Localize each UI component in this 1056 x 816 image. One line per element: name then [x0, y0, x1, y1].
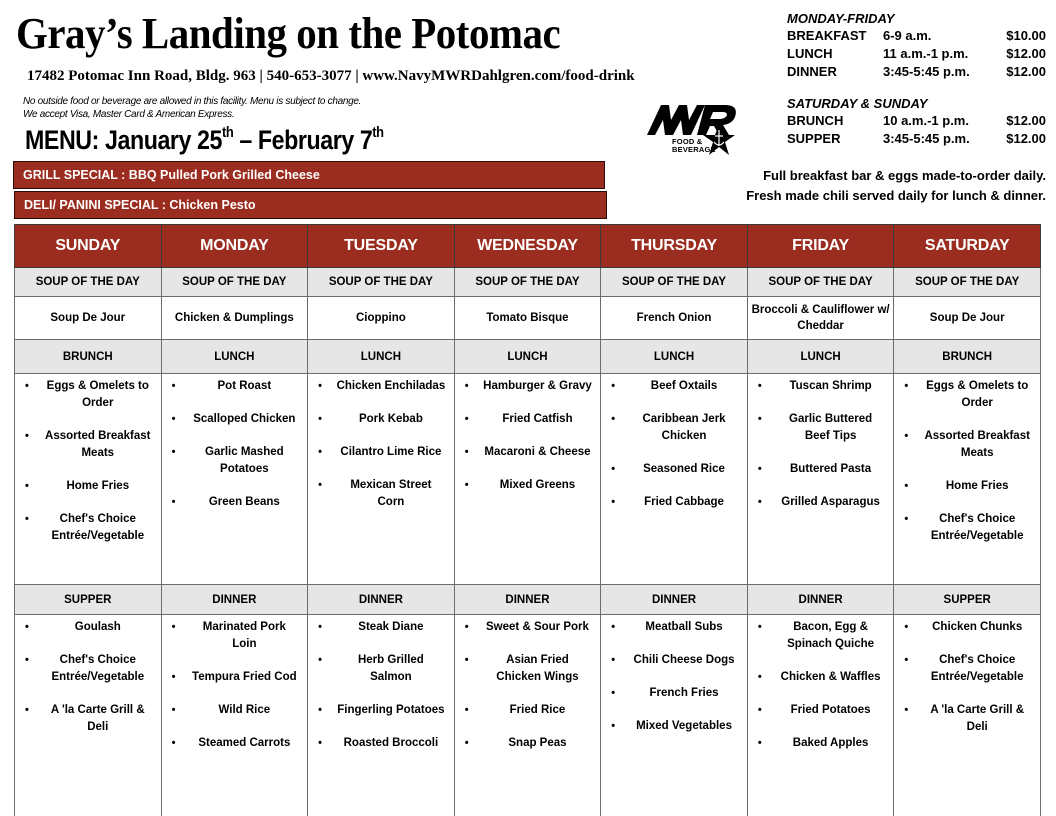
- soup-label: SOUP OF THE DAY: [161, 268, 308, 297]
- meal-time: 3:45-5:45 p.m.: [883, 64, 970, 79]
- menu-item: • Wild Rice: [172, 702, 300, 719]
- soup-item: Soup De Jour: [894, 297, 1041, 340]
- menu-item: • Grilled Asparagus: [758, 494, 886, 511]
- weekly-menu-table: [14, 224, 1041, 816]
- menu-item: • Marinated Pork Loin: [172, 619, 300, 653]
- day-header: MONDAY: [161, 225, 308, 268]
- menu-item: • Seasoned Rice: [611, 461, 739, 478]
- meal-items-cell: [308, 374, 455, 585]
- menu-item: • Chicken & Waffles: [758, 669, 886, 686]
- soup-label: SOUP OF THE DAY: [894, 268, 1041, 297]
- menu-item: • Assorted Breakfast Meats: [904, 428, 1032, 462]
- menu-item: • Green Beans: [172, 494, 300, 511]
- logo-text-line: FOOD &: [672, 137, 703, 146]
- meal-items-cell: [308, 615, 455, 816]
- meal1-items-row: [15, 374, 1041, 585]
- meal-items-cell: [15, 374, 162, 585]
- soup-item: Soup De Jour: [15, 297, 162, 340]
- meal-label: SUPPER: [15, 585, 162, 615]
- meal-items-cell: [601, 374, 748, 585]
- menu-item: • Garlic Mashed Potatoes: [172, 444, 300, 478]
- hours-row: [787, 27, 1052, 45]
- menu-item: • Assorted Breakfast Meats: [25, 428, 153, 462]
- meal-items-cell: [894, 615, 1041, 816]
- menu-item: • Garlic Buttered Beef Tips: [758, 411, 886, 445]
- notice-line-1: No outside food or beverage are allowed in this facility. Menu is subject to change.: [23, 96, 362, 107]
- meal-name: BRUNCH: [787, 113, 844, 128]
- meal-label: LUNCH: [747, 340, 894, 374]
- meal-items-list: [465, 619, 593, 752]
- hours-panel: [787, 10, 1052, 148]
- meal-time: 10 a.m.-1 p.m.: [883, 113, 969, 128]
- menu-item: • Mixed Vegetables: [611, 718, 739, 735]
- menu-item: • Eggs & Omelets to Order: [904, 378, 1032, 412]
- menu-item: • Macaroni & Cheese: [465, 444, 593, 461]
- soup-row: [15, 297, 1041, 340]
- restaurant-title: Gray’s Landing on the Potomac: [16, 9, 561, 58]
- menu-item: • Caribbean Jerk Chicken: [611, 411, 739, 445]
- menu-item: • Eggs & Omelets to Order: [25, 378, 153, 412]
- meal-items-cell: [747, 374, 894, 585]
- logo-text: [672, 138, 716, 154]
- soup-item: Chicken & Dumplings: [161, 297, 308, 340]
- day-header: WEDNESDAY: [454, 225, 601, 268]
- meal-items-list: [758, 619, 886, 752]
- meal-label: DINNER: [747, 585, 894, 615]
- menu-item: • Baked Apples: [758, 735, 886, 752]
- meal-items-list: [25, 378, 153, 545]
- menu-item: • Pork Kebab: [318, 411, 446, 428]
- day-header-row: [15, 225, 1041, 268]
- meal-name: DINNER: [787, 64, 837, 79]
- logo-text-line: BEVERAGE: [672, 145, 716, 154]
- menu-item: • Hamburger & Gravy: [465, 378, 593, 395]
- soup-label: SOUP OF THE DAY: [454, 268, 601, 297]
- meal-time: 3:45-5:45 p.m.: [883, 131, 970, 146]
- soup-item: Tomato Bisque: [454, 297, 601, 340]
- menu-item: • Sweet & Sour Pork: [465, 619, 593, 636]
- meal-price: $12.00: [1006, 113, 1046, 128]
- meal-label: SUPPER: [894, 585, 1041, 615]
- meal-label: LUNCH: [601, 340, 748, 374]
- meal-label: DINNER: [161, 585, 308, 615]
- hours-row: [787, 112, 1052, 130]
- menu-item: • Mixed Greens: [465, 477, 593, 494]
- info-notes: [746, 166, 1046, 206]
- weekday-hours-title: MONDAY-FRIDAY: [787, 11, 895, 26]
- notice: [23, 95, 361, 121]
- day-header: SUNDAY: [15, 225, 162, 268]
- menu-item: • Fried Rice: [465, 702, 593, 719]
- meal1-label-row: [15, 340, 1041, 374]
- meal-name: BREAKFAST: [787, 28, 867, 43]
- meal-items-list: [172, 378, 300, 511]
- menu-item: • Roasted Broccoli: [318, 735, 446, 752]
- menu-item: • Home Fries: [25, 478, 153, 495]
- menu-item: • Chicken Enchiladas: [318, 378, 446, 395]
- meal2-label-row: [15, 585, 1041, 615]
- menu-item: • Goulash: [25, 619, 153, 636]
- meal-label: DINNER: [308, 585, 455, 615]
- menu-item: • Herb Grilled Salmon: [318, 652, 446, 686]
- meal-price: $10.00: [1006, 28, 1046, 43]
- meal-items-list: [318, 378, 446, 511]
- meal-label: BRUNCH: [15, 340, 162, 374]
- info-line: Fresh made chili served daily for lunch & dinner.: [746, 188, 1046, 203]
- ordinal-suffix: th: [222, 124, 234, 141]
- menu-item: • Cilantro Lime Rice: [318, 444, 446, 461]
- menu-item: • Buttered Pasta: [758, 461, 886, 478]
- meal-items-list: [904, 378, 1032, 545]
- soup-item: French Onion: [601, 297, 748, 340]
- meal-time: 6-9 a.m.: [883, 28, 932, 43]
- meal2-items-row: [15, 615, 1041, 816]
- menu-item: • Fried Catfish: [465, 411, 593, 428]
- meal-price: $12.00: [1006, 64, 1046, 79]
- info-line: Full breakfast bar & eggs made-to-order daily.: [763, 168, 1046, 183]
- menu-item: • Chicken Chunks: [904, 619, 1032, 636]
- menu-item: • Chef's Choice Entrée/Vegetable: [25, 652, 153, 686]
- meal-name: SUPPER: [787, 131, 841, 146]
- meal-items-list: [904, 619, 1032, 736]
- soup-item: Broccoli & Cauliflower w/ Cheddar: [747, 297, 894, 340]
- meal-items-cell: [894, 374, 1041, 585]
- meal-label: LUNCH: [308, 340, 455, 374]
- hours-row: [787, 63, 1052, 81]
- meal-price: $12.00: [1006, 46, 1046, 61]
- menu-item: • Beef Oxtails: [611, 378, 739, 395]
- meal-items-cell: [454, 615, 601, 816]
- menu-item: • Meatball Subs: [611, 619, 739, 636]
- meal-label: DINNER: [454, 585, 601, 615]
- grill-special-banner: GRILL SPECIAL : BBQ Pulled Pork Grilled Cheese: [13, 161, 605, 189]
- menu-item: • Pot Roast: [172, 378, 300, 395]
- menu-item: • A 'la Carte Grill & Deli: [25, 702, 153, 736]
- day-header: FRIDAY: [747, 225, 894, 268]
- soup-label: SOUP OF THE DAY: [308, 268, 455, 297]
- weekend-hours-title: SATURDAY & SUNDAY: [787, 96, 928, 111]
- meal-items-list: [611, 619, 739, 735]
- menu-item: • Steak Diane: [318, 619, 446, 636]
- menu-date-start: MENU: January 25: [25, 125, 223, 155]
- day-header: TUESDAY: [308, 225, 455, 268]
- deli-special-banner: DELI/ PANINI SPECIAL : Chicken Pesto: [14, 191, 607, 219]
- menu-item: • Tuscan Shrimp: [758, 378, 886, 395]
- menu-item: • Steamed Carrots: [172, 735, 300, 752]
- hours-row: [787, 130, 1052, 148]
- notice-line-2: We accept Visa, Master Card & American Express.: [23, 109, 235, 120]
- meal-items-cell: [161, 374, 308, 585]
- meal-items-list: [465, 378, 593, 494]
- meal-label: DINNER: [601, 585, 748, 615]
- menu-item: • Chef's Choice Entrée/Vegetable: [904, 652, 1032, 686]
- meal-items-cell: [15, 615, 162, 816]
- ordinal-suffix: th: [372, 124, 384, 141]
- address-line: 17482 Potomac Inn Road, Bldg. 963 | 540-653-3077 | www.NavyMWRDahlgren.com/food-drink: [27, 68, 635, 84]
- soup-label: SOUP OF THE DAY: [747, 268, 894, 297]
- meal-items-list: [172, 619, 300, 752]
- soup-label: SOUP OF THE DAY: [601, 268, 748, 297]
- meal-items-list: [758, 378, 886, 511]
- meal-items-cell: [747, 615, 894, 816]
- soup-label: SOUP OF THE DAY: [15, 268, 162, 297]
- meal-items-cell: [601, 615, 748, 816]
- menu-item: • Asian Fried Chicken Wings: [465, 652, 593, 686]
- meal-items-list: [611, 378, 739, 511]
- meal-name: LUNCH: [787, 46, 833, 61]
- meal-label: LUNCH: [454, 340, 601, 374]
- meal-items-list: [318, 619, 446, 752]
- menu-item: • Snap Peas: [465, 735, 593, 752]
- day-header: THURSDAY: [601, 225, 748, 268]
- soup-label-row: [15, 268, 1041, 297]
- menu-item: • Tempura Fried Cod: [172, 669, 300, 686]
- soup-item: Cioppino: [308, 297, 455, 340]
- day-header: SATURDAY: [894, 225, 1041, 268]
- meal-label: LUNCH: [161, 340, 308, 374]
- menu-item: • Mexican Street Corn: [318, 477, 446, 511]
- meal-items-cell: [454, 374, 601, 585]
- menu-item: • Fried Cabbage: [611, 494, 739, 511]
- menu-item: • Fingerling Potatoes: [318, 702, 446, 719]
- meal-label: BRUNCH: [894, 340, 1041, 374]
- menu-item: • Chili Cheese Dogs: [611, 652, 739, 669]
- menu-item: • A 'la Carte Grill & Deli: [904, 702, 1032, 736]
- menu-item: • Bacon, Egg & Spinach Quiche: [758, 619, 886, 653]
- menu-item: • Scalloped Chicken: [172, 411, 300, 428]
- menu-item: • Fried Potatoes: [758, 702, 886, 719]
- meal-time: 11 a.m.-1 p.m.: [883, 46, 969, 61]
- menu-item: • Home Fries: [904, 478, 1032, 495]
- menu-item: • Chef's Choice Entrée/Vegetable: [25, 511, 153, 545]
- menu-date-end: – February 7: [233, 125, 373, 155]
- menu-dates: [25, 124, 384, 156]
- hours-row: [787, 45, 1052, 63]
- meal-items-list: [25, 619, 153, 736]
- meal-price: $12.00: [1006, 131, 1046, 146]
- menu-item: • French Fries: [611, 685, 739, 702]
- menu-item: • Chef's Choice Entrée/Vegetable: [904, 511, 1032, 545]
- meal-items-cell: [161, 615, 308, 816]
